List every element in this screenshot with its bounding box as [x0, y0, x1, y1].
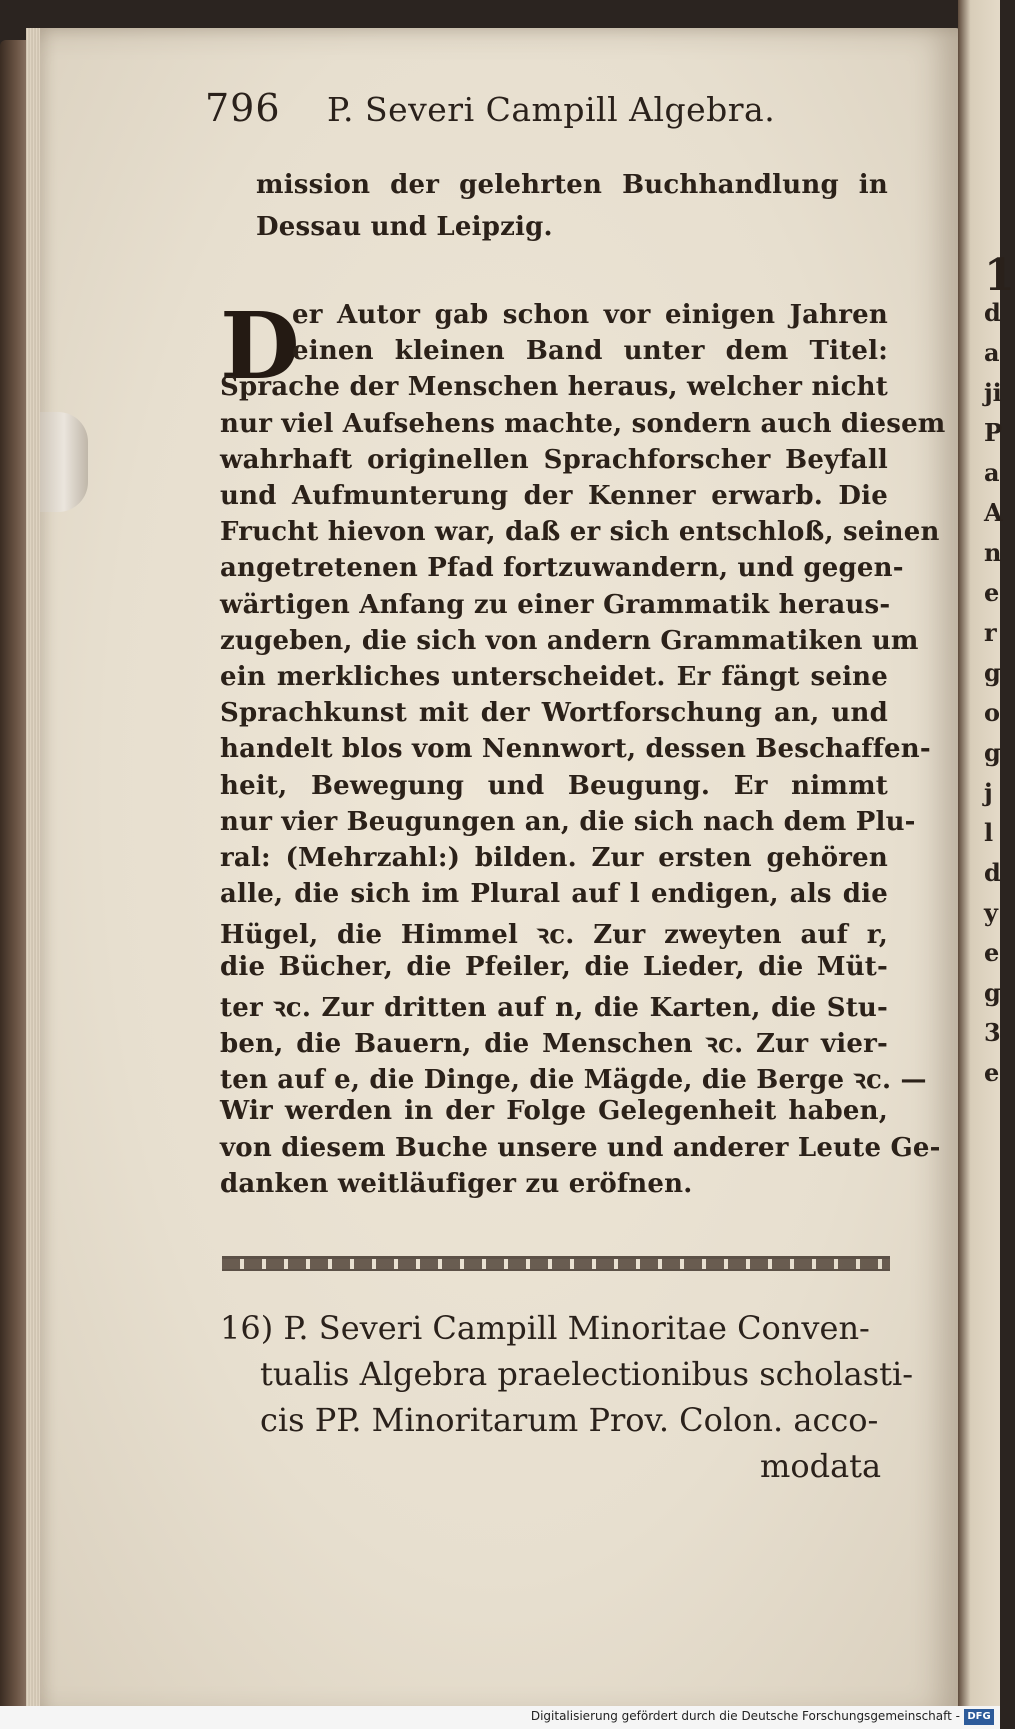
footnote-line: cis PP. Minoritarum Prov. Colon. acco- — [260, 1401, 879, 1439]
facing-page-glyph: g — [984, 738, 1001, 767]
text-line: Hügel, die Himmel ꝛc. Zur zweyten auf r, — [220, 920, 888, 951]
text-line: nur vier Beugungen an, die sich nach dem Plu- — [220, 806, 916, 837]
text-line: Sprache der Menschen heraus, welcher nicht — [220, 372, 888, 403]
facing-page-glyph: j — [984, 778, 993, 807]
text-line: ben, die Bauern, die Menschen ꝛc. Zur vier- — [220, 1029, 888, 1059]
section-rule — [222, 1256, 890, 1271]
facing-page-glyph: A — [984, 498, 1003, 527]
text-line: Dessau und Leipzig. — [256, 212, 553, 242]
continuation-text — [220, 170, 888, 250]
text-line: alle, die sich im Plural auf l endigen, als die — [220, 879, 888, 910]
facing-page-glyph: a — [984, 458, 1000, 487]
facing-page-glyph: y — [984, 898, 998, 927]
text-line: nur viel Aufsehens machte, sondern auch diesem — [220, 408, 946, 439]
facing-page-glyph: e — [984, 578, 1000, 607]
text-line: ter ꝛc. Zur dritten auf n, die Karten, die Stu- — [220, 992, 888, 1023]
running-head: P. Severi Campill Algebra. — [327, 90, 776, 129]
facing-page-glyph: e — [984, 1058, 1000, 1087]
text-line: wahrhaft originellen Sprachforscher Beyfall — [220, 444, 888, 475]
footer-bar — [0, 1706, 1000, 1729]
text-line: ten auf e, die Dinge, die Mägde, die Berge ꝛc. — — [220, 1065, 927, 1096]
text-line: und Aufmunterung der Kenner erwarb. Die — [220, 481, 888, 511]
text-line: ral: (Mehrzahl:) bilden. Zur ersten gehören — [220, 843, 888, 873]
text-line: angetretenen Pfad fortzuwandern, und gegen- — [220, 553, 904, 584]
facing-page-glyph: r — [984, 618, 997, 647]
footnote-line: 16) P. Severi Campill Minoritae Conven- — [220, 1309, 870, 1347]
facing-page-glyph: a — [984, 338, 1000, 367]
text-line: Frucht hievon war, daß er sich entschloß, seinen — [220, 517, 940, 548]
text-line: er Autor gab schon vor einigen Jahren — [292, 300, 888, 330]
facing-page-glyph: g — [984, 658, 1001, 687]
facing-page-glyph: d — [984, 858, 1001, 887]
text-line: einen kleinen Band unter dem Titel: — [292, 336, 888, 367]
text-line: von diesem Buche unsere und anderer Leute Ge- — [220, 1132, 941, 1163]
facing-page-glyph: e — [984, 938, 1000, 967]
drop-cap: D — [220, 292, 300, 400]
facing-page-glyph: l — [984, 818, 994, 847]
text-line: Wir werden in der Folge Gelegenheit haben, — [220, 1096, 888, 1127]
facing-page-glyph: d — [984, 298, 1001, 327]
page-header — [205, 86, 825, 136]
facing-page-glyph: n — [984, 538, 1002, 567]
page-edges — [26, 28, 40, 1718]
facing-page-glyph: 1 — [984, 250, 1015, 301]
text-line: mission der gelehrten Buchhandlung in — [256, 170, 888, 200]
funding-credit: Digitalisierung gefördert durch die Deutsche Forschungsgemeinschaft - — [530, 1709, 960, 1723]
text-line: handelt blos vom Nennwort, dessen Beschaffen- — [220, 734, 931, 765]
facing-page-glyph: 3 — [984, 1018, 1001, 1047]
text-line: Sprachkunst mit der Wortforschung an, und — [220, 698, 888, 729]
text-line: zugeben, die sich von andern Grammatiken um — [220, 625, 919, 656]
facing-page-glyph: P — [984, 418, 1003, 447]
text-line: die Bücher, die Pfeiler, die Lieder, die Müt- — [220, 951, 888, 982]
text-line: ein merkliches unterscheidet. Er fängt seine — [220, 662, 888, 692]
facing-page-glyph: ji — [984, 378, 1002, 407]
footnote-line: tualis Algebra praelectionibus scholasti- — [260, 1355, 914, 1393]
footnote-line: modata — [760, 1447, 882, 1485]
facing-page-glyph: g — [984, 978, 1001, 1007]
dfg-logo: DFG — [964, 1709, 994, 1725]
text-line: danken weitläufiger zu eröfnen. — [220, 1168, 693, 1199]
facing-page-glyph: o — [984, 698, 1001, 727]
text-line: heit, Bewegung und Beugung. Er nimmt — [220, 770, 888, 801]
review-paragraph — [220, 292, 946, 1220]
text-line: wärtigen Anfang zu einer Grammatik heraus- — [220, 589, 891, 620]
page-number: 796 — [205, 86, 281, 130]
page-clip — [40, 412, 88, 512]
